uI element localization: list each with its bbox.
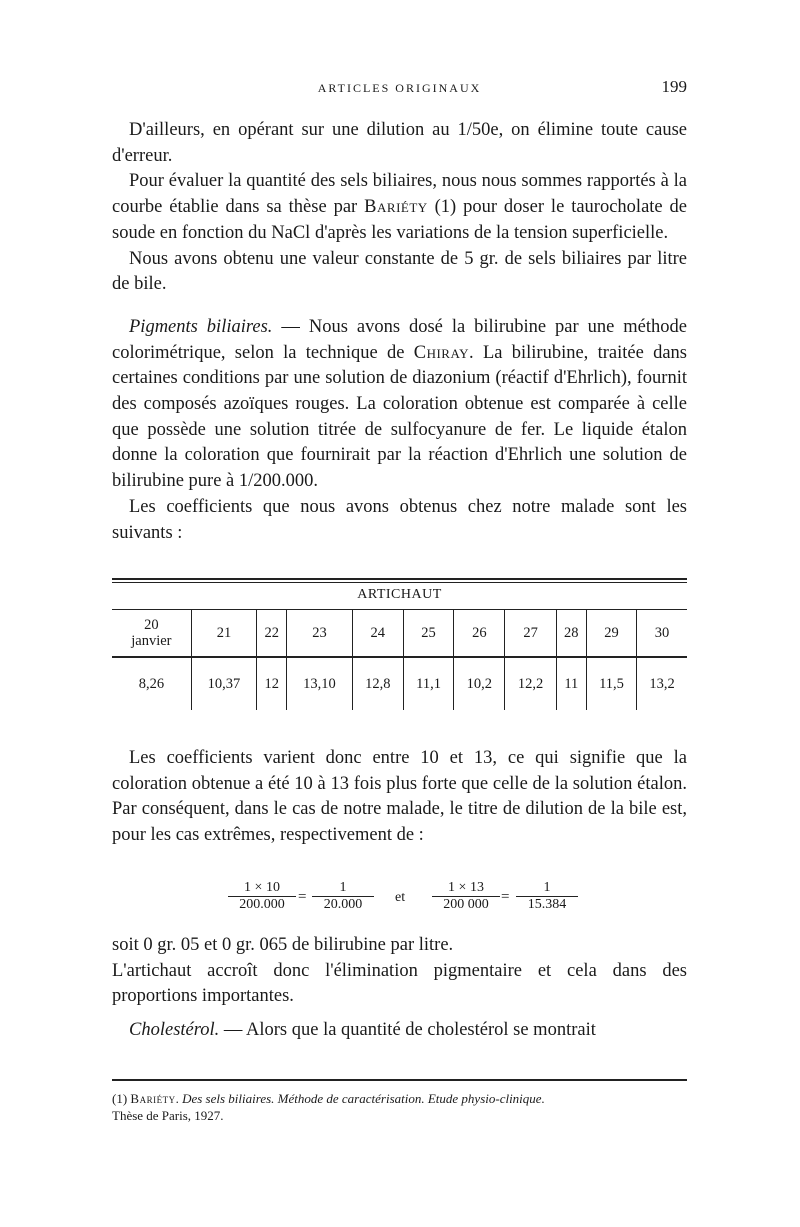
author-name: Chiray — [413, 342, 470, 363]
fraction — [516, 880, 578, 913]
paragraph-artichaut: L'artichaut accroît donc l'élimination pigmentaire et cela dans des proportions importantes. — [112, 960, 687, 1007]
paragraph-valeur: Nous avons obtenu une valeur constante de 5 gr. de sels biliaires par litre de bile. — [112, 248, 687, 295]
section-heading: Cholestérol. — [129, 1020, 220, 1041]
fraction-denominator: 15.384 — [516, 896, 578, 913]
fraction-numerator: 1 × 13 — [448, 880, 484, 895]
table-cell-value: 10,37 — [191, 657, 256, 710]
author-name: Bariéty — [364, 197, 428, 218]
table-cell-date: 28 — [556, 610, 586, 658]
text-block-top — [112, 118, 687, 546]
paragraph-cholesterol — [112, 1018, 687, 1044]
fraction-numerator: 1 — [339, 880, 347, 895]
table-cell-date: 27 — [505, 610, 556, 658]
coefficient-table — [112, 578, 687, 710]
paragraph-text: (1) pour doser le taurocholate de soude en fonction du NaCl d'après les variations de la tension superficielle. — [112, 197, 688, 243]
paragraph-coefficients-intro: Les coefficients que nous avons obtenus chez notre malade sont les suivants : — [112, 496, 687, 543]
paragraph-text: — Alors que la quantité de cholestérol se montrait — [219, 1020, 596, 1041]
fraction-denominator: 200.000 — [228, 896, 296, 913]
table-cell-date: 29 — [586, 610, 636, 658]
footnote — [112, 1090, 687, 1124]
dilution-formula — [228, 880, 588, 920]
table-cell-value: 10,2 — [454, 657, 505, 710]
table-cell-value: 12 — [257, 657, 287, 710]
paragraph-bilirubine: soit 0 gr. 05 et 0 gr. 065 de bilirubine par litre. — [112, 935, 454, 955]
text-block-conclusion — [112, 933, 687, 1044]
table-cell-value: 8,26 — [112, 657, 191, 710]
footnote-separator: . — [175, 1091, 183, 1106]
fraction-denominator: 200 000 — [432, 896, 500, 913]
paragraph-dilution: D'ailleurs, en opérant sur une dilution au 1/50e, on élimine toute cause d'erreur. — [112, 120, 687, 166]
paragraph-pigments — [112, 315, 687, 495]
data-table — [112, 609, 687, 710]
conjunction: et — [395, 890, 406, 905]
footnote-marker: (1) — [112, 1091, 131, 1106]
page-header — [112, 77, 687, 99]
month-label: janvier — [131, 633, 172, 649]
table-cell-date: 24 — [352, 610, 403, 658]
table-rule — [112, 578, 687, 580]
paragraph-text: — Nous avons dosé la bilirubine par une méthode colorimétrique, selon la technique de — [112, 316, 687, 363]
page-number: 199 — [661, 77, 687, 96]
table-cell-date: 23 — [287, 610, 352, 658]
equals-sign: = — [501, 889, 510, 905]
footnote-title: Des sels biliaires. Méthode de caractérisation. Etude physio-clinique. — [182, 1091, 545, 1106]
table-cell-value: 13,10 — [287, 657, 352, 710]
fraction — [312, 880, 374, 913]
section-heading: Pigments biliaires. — [129, 316, 273, 337]
table-row-values — [112, 657, 687, 710]
table-cell-date: 21 — [191, 610, 256, 658]
paragraph-sels-biliaires — [112, 169, 687, 246]
paragraph-text: . La bilirubine, traitée dans certaines conditions par une solution de diazonium (réactif d'Ehrlich), fournit des composés azoïques rouges. La coloration obtenue est comparée à celle que possède une solution titrée de sulfocyanure de fer. Le liquide étalon donne la coloration que fournirait par la réaction d'Ehrlich une solution de bilirubine pure à 1/200.000. — [112, 342, 687, 492]
footnote-rule — [112, 1079, 687, 1081]
table-cell-value: 11,1 — [403, 657, 453, 710]
fraction-numerator: 1 — [543, 880, 551, 895]
table-cell-value: 11 — [556, 657, 586, 710]
fraction-numerator: 1 × 10 — [244, 880, 280, 895]
table-cell-value: 11,5 — [586, 657, 636, 710]
footnote-author: Bariéty — [130, 1091, 176, 1106]
table-cell-date: 26 — [454, 610, 505, 658]
fraction — [228, 880, 296, 913]
table-cell-date — [112, 610, 191, 658]
table-cell-value: 12,2 — [505, 657, 556, 710]
table-cell-date: 30 — [637, 610, 687, 658]
table-title: ARTICHAUT — [357, 587, 442, 602]
table-cell-date: 22 — [257, 610, 287, 658]
footnote-source: Thèse de Paris, 1927. — [112, 1108, 224, 1123]
running-head: ARTICLES ORIGINAUX — [317, 81, 482, 95]
fraction — [432, 880, 500, 913]
paragraph-text: Pour évaluer la quantité des sels biliaires, nous nous sommes rapportés à la courbe établie dans sa thèse par — [112, 171, 687, 218]
table-cell-value: 13,2 — [637, 657, 687, 710]
fraction-denominator: 20.000 — [312, 896, 374, 913]
table-cell-value: 12,8 — [352, 657, 403, 710]
table-row-dates — [112, 610, 687, 658]
day-label: 20 — [144, 617, 159, 633]
text-block-bottom — [112, 746, 687, 849]
table-cell-date: 25 — [403, 610, 453, 658]
equals-sign: = — [298, 889, 307, 905]
paragraph-coefficients: Les coefficients varient donc entre 10 et 13, ce qui signifie que la coloration obtenue a été 10 à 13 fois plus forte que celle de la solution étalon. Par conséquent, dans le cas de notre malade, le titre de dilution de la bile est, pour les cas extrêmes, respectivement de : — [112, 748, 687, 846]
